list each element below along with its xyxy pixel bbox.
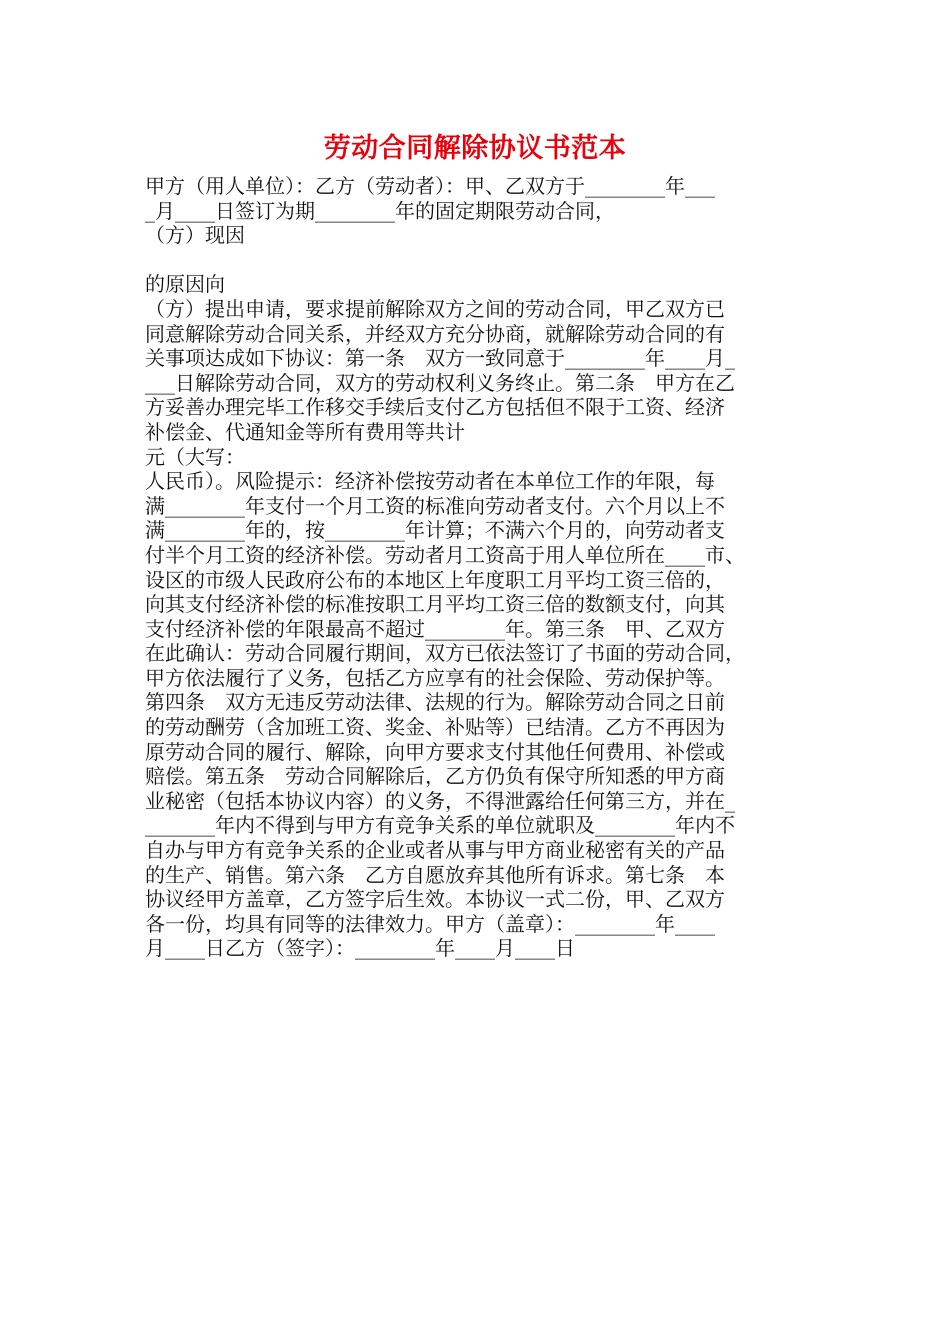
body-line: 关事项达成如下协议：第一条 双方一致同意于________年____月_ [145, 346, 735, 371]
body-line: 的生产、销售。第六条 乙方自愿放弃其他所有诉求。第七条 本 [145, 862, 725, 887]
body-line: 甲方依法履行了义务，包括乙方应享有的社会保险、劳动保护等。 [145, 665, 725, 690]
body-line: 满________年支付一个月工资的标准向劳动者支付。六个月以上不 [145, 493, 725, 518]
body-line: 甲方（用人单位）：乙方（劳动者）：甲、乙双方于________年___ [145, 174, 715, 198]
body-line: （方）现因 [145, 223, 245, 248]
document-body [145, 174, 845, 961]
body-line: 在此确认：劳动合同履行期间，双方已依法签订了书面的劳动合同， [145, 641, 745, 666]
body-line: 向其支付经济补偿的标准按职工月平均工资三倍的数额支付，向其 [145, 592, 725, 617]
body-line: _月____日签订为期________年的固定期限劳动合同， [145, 198, 615, 223]
body-line: 的劳动酬劳（含加班工资、奖金、补贴等）已结清。乙方不再因为 [145, 715, 725, 740]
body-line: 支付经济补偿的年限最高不超过________年。第三条 甲、乙双方 [145, 616, 725, 641]
body-line: 月____日乙方（签字）：________年____月____日 [145, 936, 575, 961]
body-line: 的原因向 [145, 272, 225, 297]
body-line: 业秘密（包括本协议内容）的义务，不得泄露给任何第三方，并在_ [145, 788, 735, 813]
body-line: 元（大写： [145, 444, 245, 469]
document-title: 劳动合同解除协议书范本 [323, 133, 627, 164]
body-line: 设区的市级人民政府公布的本地区上年度职工月平均工资三倍的， [145, 567, 725, 592]
body-line: 第四条 双方无违反劳动法律、法规的行为。解除劳动合同之日前 [145, 690, 725, 715]
body-line: 人民币）。风险提示：经济补偿按劳动者在本单位工作的年限，每 [145, 469, 715, 494]
body-line: 各一份，均具有同等的法律效力。甲方（盖章）：________年____ [145, 911, 715, 936]
body-line: 付半个月工资的经济补偿。劳动者月工资高于用人单位所在____市、 [145, 542, 745, 567]
body-line: 赔偿。第五条 劳动合同解除后，乙方仍负有保守所知悉的甲方商 [145, 764, 725, 789]
body-line: 同意解除劳动合同关系，并经双方充分协商，就解除劳动合同的有 [145, 321, 725, 346]
body-line: 满________年的，按________年计算；不满六个月的，向劳动者支 [145, 518, 725, 543]
blank-line [145, 248, 845, 273]
body-line: 原劳动合同的履行、解除，向甲方要求支付其他任何费用、补偿或 [145, 739, 725, 764]
body-line: 方妥善办理完毕工作移交手续后支付乙方包括但不限于工资、经济 [145, 395, 725, 420]
body-line: 补偿金、代通知金等所有费用等共计 [145, 419, 465, 444]
body-line: 协议经甲方盖章，乙方签字后生效。本协议一式二份，甲、乙双方 [145, 887, 725, 912]
body-line: 自办与甲方有竞争关系的企业或者从事与甲方商业秘密有关的产品 [145, 838, 725, 863]
body-line: ___日解除劳动合同，双方的劳动权利义务终止。第二条 甲方在乙 [145, 370, 735, 395]
body-line: （方）提出申请，要求提前解除双方之间的劳动合同，甲乙双方已 [145, 296, 725, 321]
body-line: _______年内不得到与甲方有竞争关系的单位就职及________年内不 [145, 813, 735, 838]
